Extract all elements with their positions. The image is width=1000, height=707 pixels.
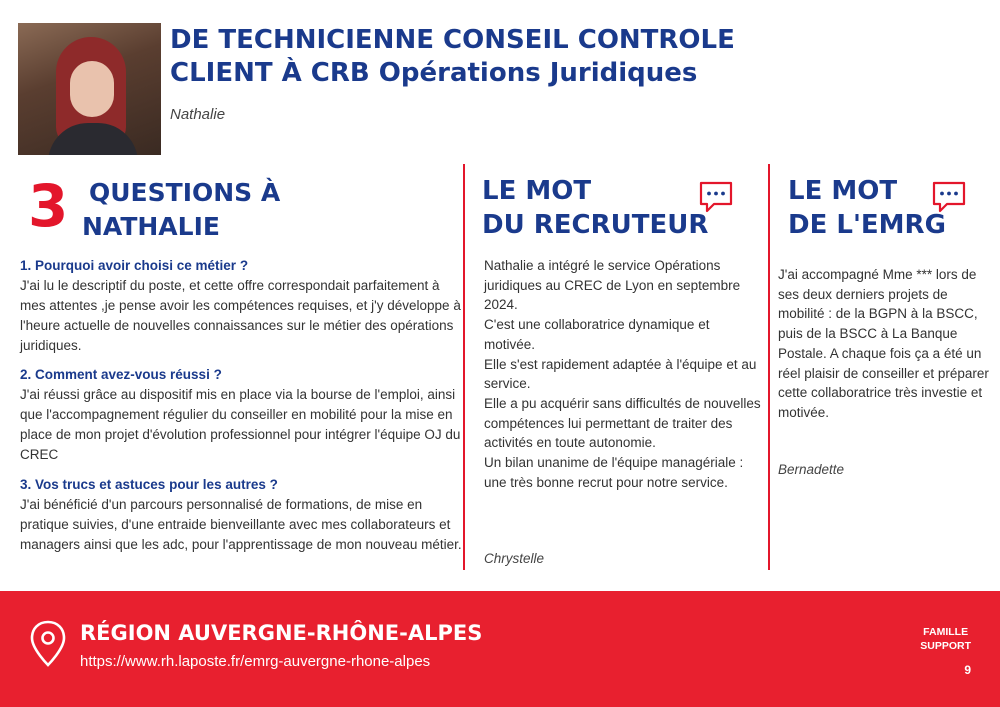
answer-2: J'ai réussi grâce au dispositif mis en place via la bourse de l'emploi, ainsi que l'accompagnement régulier du conseiller en mobilité pour la mise en place de mon projet d'évolution professionnel pour intégrer l'équipe OJ du CREC	[20, 387, 461, 462]
recruteur-paragraph: Un bilan unanime de l'équipe managériale : une très bonne recrut pour notre service.	[484, 455, 744, 490]
emrg-text: J'ai accompagné Mme *** lors de ses deux derniers projets de mobilité : de la BGPN à la BSCC, puis de la BSCC à La Banque Postale. A chaque fois ça a été un réel plaisir de conseiller et préparer cette collaboratrice très investie et motivée.	[778, 267, 989, 420]
recruteur-paragraph: Nathalie a intégré le service Opérations juridiques au CREC de Lyon en septembre 2024.	[484, 258, 741, 313]
question-1: 1. Pourquoi avoir choisi ce métier ?	[20, 258, 249, 273]
famille-line-1: FAMILLE	[923, 626, 969, 638]
questions-title-line-1: QUESTIONS À	[89, 178, 281, 207]
emrg-signature: Bernadette	[778, 462, 845, 477]
qa-item-1	[20, 256, 465, 356]
emrg-title-line-1: LE MOT	[788, 176, 898, 206]
recruteur-paragraph: C'est une collaboratrice dynamique et motivée.	[484, 317, 710, 352]
footer-banner	[0, 591, 1000, 707]
recruteur-title	[482, 174, 708, 242]
recruteur-paragraph: Elle a pu acquérir sans difficultés de nouvelles compétences lui permettant de traiter des activités en toute autonomie.	[484, 395, 761, 451]
answer-3: J'ai bénéficié d'un parcours personnalisé de formations, de mise en pratique suivies, d'une entraide bienveillante avec mes collaborateurs et managers ainsi que les adc, pour l'apprentissage de mon nouveau métier.	[20, 497, 462, 552]
question-2: 2. Comment avez-vous réussi ?	[20, 367, 222, 382]
recruteur-paragraph: Elle s'est rapidement adaptée à l'équipe et au service.	[484, 356, 757, 392]
page-title	[170, 24, 810, 90]
recruteur-title-line-1: LE MOT	[482, 176, 592, 206]
question-3: 3. Vos trucs et astuces pour les autres ?	[20, 477, 278, 492]
questions-number: 3	[28, 172, 69, 240]
recruteur-signature: Chrystelle	[484, 551, 545, 566]
region-url-link[interactable]: https://www.rh.laposte.fr/emrg-auvergne-rhone-alpes	[80, 653, 431, 670]
famille-label	[920, 625, 971, 653]
emrg-title-line-2: DE L'EMRG	[788, 210, 946, 240]
portrait-photo	[18, 23, 161, 155]
answer-1: J'ai lu le descriptif du poste, et cette offre correspondait parfaitement à mes attentes ,je pense avoir les compétences requises, et j'y développe à l'heure actuelle de nouvelles connaissances sur le métier des opérations juridiques.	[20, 278, 461, 353]
title-line-2: CLIENT À CRB Opérations Juridiques	[170, 58, 698, 88]
page-number: 9	[964, 663, 971, 677]
emrg-title	[788, 174, 946, 242]
title-line-1: DE TECHNICIENNE CONSEIL CONTROLE	[170, 25, 735, 55]
famille-line-2: SUPPORT	[920, 640, 971, 652]
region-name: RÉGION AUVERGNE-RHÔNE-ALPES	[80, 621, 483, 645]
speech-bubble-icon	[931, 180, 967, 214]
location-pin-icon	[28, 619, 68, 669]
qa-item-3	[20, 475, 465, 555]
questions-title-line-2: NATHALIE	[82, 212, 220, 241]
author-name: Nathalie	[170, 106, 226, 123]
column-divider-2	[768, 164, 770, 570]
recruteur-text	[484, 256, 762, 492]
qa-item-2	[20, 365, 465, 465]
speech-bubble-icon	[698, 180, 734, 214]
questions-title	[82, 176, 280, 244]
column-divider-1	[463, 164, 465, 570]
recruteur-title-line-2: DU RECRUTEUR	[482, 210, 709, 240]
